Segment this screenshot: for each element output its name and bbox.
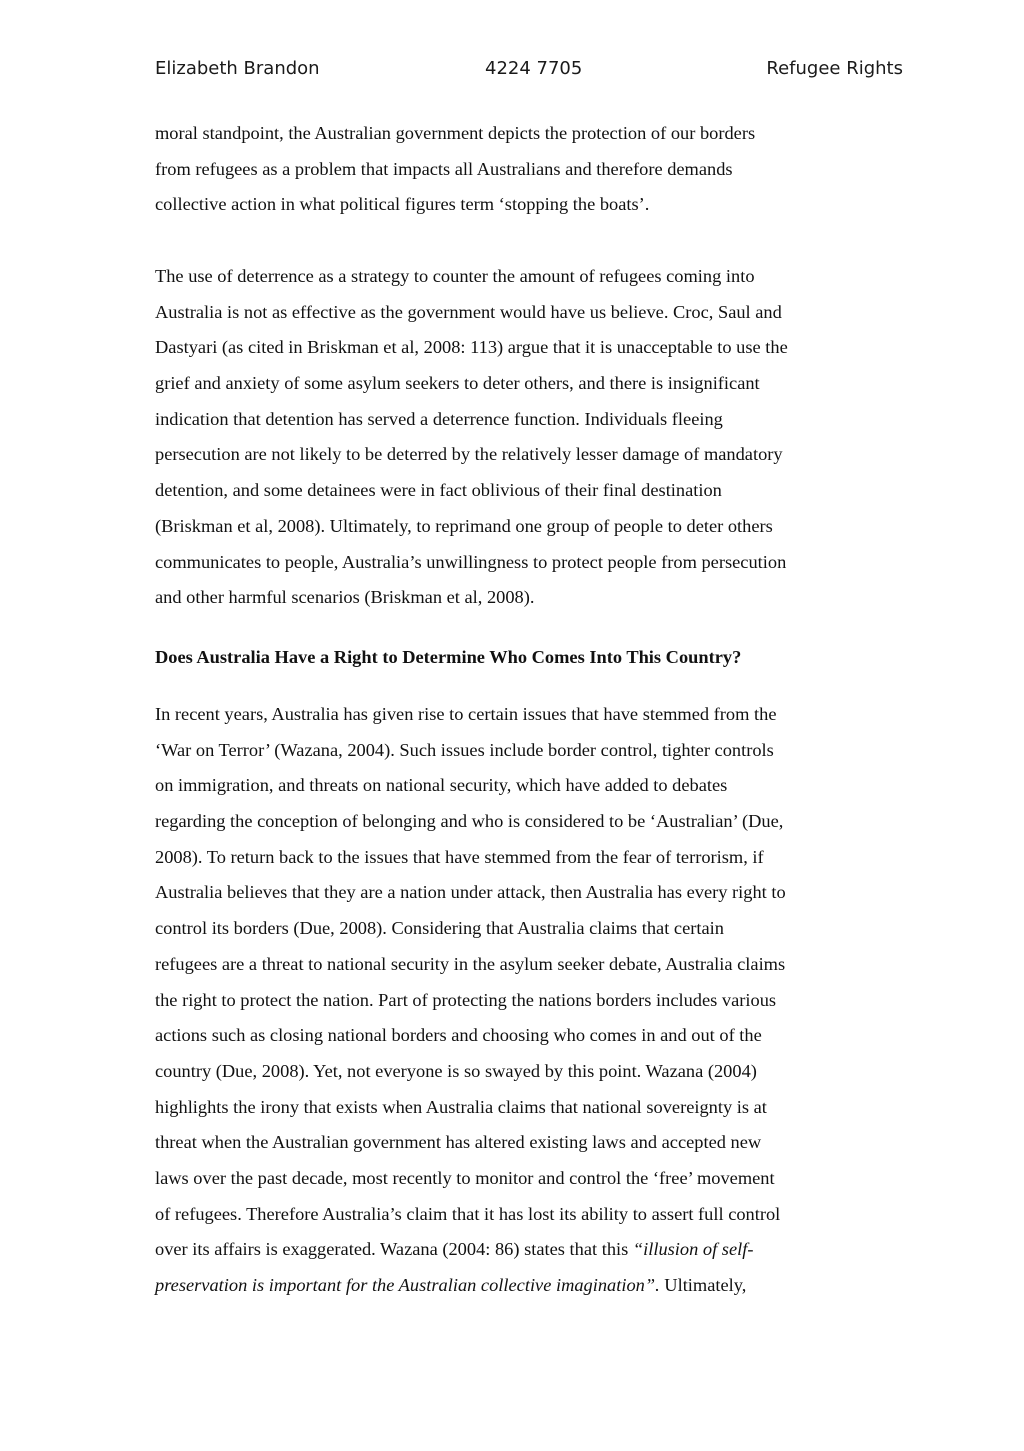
text-line: laws over the past decade, most recently to monitor and control the ‘free’ movement bbox=[155, 1167, 775, 1188]
text-line: communicates to people, Australia’s unwillingness to protect people from persecution bbox=[155, 551, 787, 572]
text-line: ‘War on Terror’ (Wazana, 2004). Such issues include border control, tighter controls bbox=[155, 739, 774, 760]
page-header bbox=[155, 58, 903, 88]
text-line: Dastyari (as cited in Briskman et al, 2008: 113) argue that it is unacceptable to use the bbox=[155, 337, 788, 358]
text-line: and other harmful scenarios (Briskman et al, 2008). bbox=[155, 587, 535, 608]
text-line-with-quote-start bbox=[155, 1232, 875, 1268]
paragraph-moral-standpoint bbox=[155, 116, 875, 223]
header-student-id: 4224 7705 bbox=[485, 58, 583, 79]
text-line: collective action in what political figures term ‘stopping the boats’. bbox=[155, 194, 650, 215]
text-line: of refugees. Therefore Australia’s claim that it has lost its ability to assert full control bbox=[155, 1203, 781, 1224]
text-line: the right to protect the nation. Part of protecting the nations borders includes various bbox=[155, 989, 777, 1010]
text-line: actions such as closing national borders and choosing who comes in and out of the bbox=[155, 1025, 762, 1046]
text-line: highlights the irony that exists when Australia claims that national sovereignty is at bbox=[155, 1096, 767, 1117]
text-line-with-quote-end bbox=[155, 1268, 875, 1304]
text-line: threat when the Australian government has altered existing laws and accepted new bbox=[155, 1132, 762, 1153]
header-author: Elizabeth Brandon bbox=[155, 58, 320, 79]
text-line: control its borders (Due, 2008). Considering that Australia claims that certain bbox=[155, 918, 724, 939]
quote-text: preservation is important for the Australian collective imagination”. bbox=[155, 1275, 660, 1295]
text-line: grief and anxiety of some asylum seekers to deter others, and there is insignificant bbox=[155, 373, 760, 394]
quote-text: “illusion of self- bbox=[632, 1239, 754, 1260]
text-line: (Briskman et al, 2008). Ultimately, to reprimand one group of people to deter others bbox=[155, 515, 773, 536]
text-line: The use of deterrence as a strategy to counter the amount of refugees coming into bbox=[155, 266, 755, 286]
text-line: moral standpoint, the Australian government depicts the protection of our borders bbox=[155, 123, 756, 143]
text-line: In recent years, Australia has given rise to certain issues that have stemmed from the bbox=[155, 704, 777, 724]
text-line: regarding the conception of belonging and who is considered to be ‘Australian’ (Due, bbox=[155, 811, 784, 832]
text-line: from refugees as a problem that impacts all Australians and therefore demands bbox=[155, 158, 733, 179]
text-line: indication that detention has served a deterrence function. Individuals fleeing bbox=[155, 408, 723, 429]
header-title: Refugee Rights bbox=[766, 58, 903, 79]
text-run: Ultimately, bbox=[659, 1275, 747, 1295]
section-heading: Does Australia Have a Right to Determine Who Comes Into This Country? bbox=[155, 647, 742, 667]
text-line: country (Due, 2008). Yet, not everyone is so swayed by this point. Wazana (2004) bbox=[155, 1060, 757, 1081]
text-run: over its affairs is exaggerated. Wazana (2004: 86) states that this bbox=[155, 1239, 633, 1260]
paragraph-deterrence bbox=[155, 259, 875, 616]
text-line: Australia is not as effective as the government would have us believe. Croc, Saul and bbox=[155, 301, 782, 322]
paragraph-right-to-determine bbox=[155, 697, 875, 1304]
text-line: detention, and some detainees were in fact oblivious of their final destination bbox=[155, 480, 722, 501]
text-line: on immigration, and threats on national security, which have added to debates bbox=[155, 775, 728, 796]
text-line: refugees are a threat to national security in the asylum seeker debate, Australia claims bbox=[155, 953, 786, 974]
text-line: persecution are not likely to be deterred by the relatively lesser damage of mandatory bbox=[155, 444, 783, 465]
text-line: 2008). To return back to the issues that have stemmed from the fear of terrorism, if bbox=[155, 846, 764, 867]
text-line: Australia believes that they are a nation under attack, then Australia has every right to bbox=[155, 882, 786, 903]
